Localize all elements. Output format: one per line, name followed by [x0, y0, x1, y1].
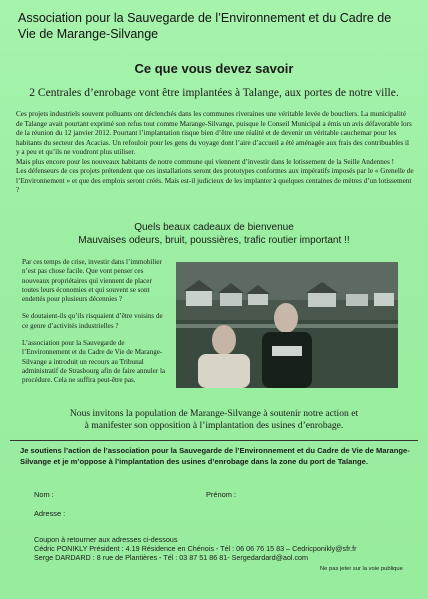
- photo-two-men-houses: [176, 262, 398, 388]
- footer-note: Ne pas jeter sur la voie publique: [320, 566, 403, 572]
- association-title: Association pour la Sauvegarde de l’Environnement et du Cadre de Vie de Marange-Silvange: [18, 11, 392, 41]
- left-paragraph: L’association pour la Sauvegarde de l’Environnement et du Cadre de Vie de Marange-Silvange a introduit un recours au Tribunal administratif de Strasbourg afin de faire annuler la procédure. Cela ne suffira peut-être pas.: [22, 339, 166, 385]
- contact-dardard: Serge DARDARD : 8 rue de Plantières - Tél : 03 87 51 86 81- Sergedardard@aol.com: [34, 553, 309, 563]
- contact-block: [34, 535, 404, 563]
- nom-label: Nom :: [34, 490, 54, 499]
- gifts-line-1: Quels beaux cadeaux de bienvenue: [134, 222, 294, 233]
- invite-line-1: Nous invitons la population de Marange-Silvange à soutenir notre action et: [69, 408, 359, 419]
- return-instructions: Coupon à retourner aux adresses ci-dessous: [34, 535, 178, 544]
- subtitle: 2 Centrales d’enrobage vont être implantées à Talange, aux portes de notre ville.: [29, 87, 399, 99]
- invite-section: [0, 408, 428, 432]
- left-paragraph: Par ces temps de crise, investir dans l’immobilier n’est pas chose facile. Que vont penser ces nouveaux propriétaires qui viennent de placer toutes leurs économies et qui souvent se sont endettés pour plusieurs décennies ?: [22, 258, 162, 304]
- intro-paragraph: Ces projets industriels souvent polluants ont déclenchés dans les communes riveraines une véritable levée de boucliers. La municipalité de Talange avait pourtant exprimé son refus tout comme Marange-Silvange, puisque le Conseil Municipal a émis un avis défavorable lors de la réunion du 12 janvier 2012. Pourtant l’implantation risque bien d’être une réalité et de devenir un véritable cauchemar pour les habitants du secteur des Acacias. Un refouloir pour les gens du voyage dont l’aire d’accueil a été aménagée aux frais des contribuables il y a peu et qu’ils ne voudront plus utiliser.: [16, 110, 412, 156]
- intro-paragraph: Mais plus encore pour les nouveaux habitants de notre commune qui viennent d’investir dans le lotissement de la Seille Andennes !: [16, 157, 395, 166]
- coupon-divider: [10, 440, 418, 441]
- contact-ponikly: Cédric PONIKLY Président : 4.19 Résidence en Chénois - Tél : 06 06 76 15 83 – Cedricponikly@sfr.fr: [34, 544, 357, 554]
- gifts-heading: [0, 222, 428, 247]
- adresse-label: Adresse :: [34, 509, 66, 518]
- left-paragraph: Se doutaient-ils qu’ils risquaient d’être voisins de ce genre d’activités industrielles ?: [22, 312, 163, 330]
- intro-paragraph: Les défenseurs de ces projets prétendent que ces installations seront des prototypes conformes aux impératifs imposés par le « Grenelle de l’Environnement » et que des emplois seront créés. Mais est-il judicieux de les implanter à quelques centaines de mètres d’un lotissement ?: [16, 167, 414, 194]
- main-title: Ce que vous devez savoir: [134, 61, 294, 76]
- photo-image: [176, 262, 398, 388]
- prenom-label: Prénom :: [206, 490, 236, 499]
- left-column-text: [22, 258, 168, 394]
- gifts-line-2: Mauvaises odeurs, bruit, poussières, trafic routier important !!: [78, 234, 350, 246]
- support-statement: Je soutiens l’action de l’association pour la Sauvegarde de l’Environnement et du Cadre de Vie de Marange-Silvange et je m’oppose à l’implantation des usines d’enrobage dans la zone du port de Talange.: [20, 446, 410, 466]
- invite-line-2: à manifester son opposition à l’implantation des usines d’enrobage.: [84, 420, 344, 431]
- intro-section: [16, 110, 414, 196]
